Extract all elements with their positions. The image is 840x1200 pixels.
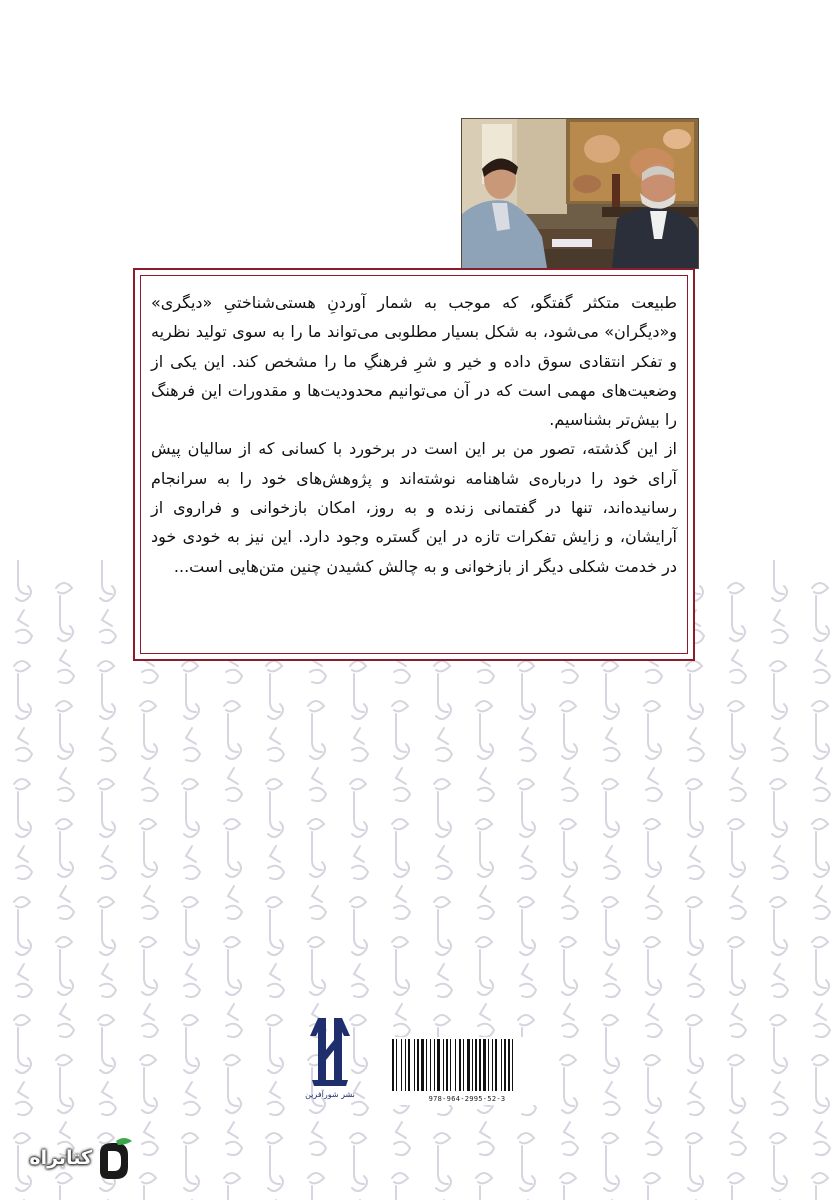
pattern-motif <box>308 819 326 919</box>
pattern-motif <box>224 1173 242 1200</box>
barcode-bar <box>434 1039 435 1091</box>
barcode-bar <box>472 1039 473 1091</box>
ketabrah-watermark <box>14 1135 130 1185</box>
back-cover-text-frame <box>133 268 695 661</box>
pattern-motif <box>686 897 704 997</box>
pattern-motif <box>56 819 74 919</box>
barcode-bar <box>401 1039 402 1091</box>
pattern-motif <box>98 779 116 879</box>
pattern-motif <box>770 897 788 997</box>
barcode-bar <box>455 1039 456 1091</box>
pattern-motif <box>560 701 578 801</box>
pattern-motif <box>560 1173 578 1200</box>
text-paragraph-2: از این گذشته، تصور من بر این است در برخورد با کسانی که از سالیان پیش آرای خود را درباره‌ی شاهنامه نوشته‌اند و پژوهش‌های خود را به سرانجام رسانیده‌اند، تنها در گفتمانی زنده و به روز، امکان بازخوانی و فراروی از آرایشان، و زایش تفکرات تازه در این گستره وجود دارد. این نیز به خودی خود در خدمت شکلی دیگر از بازخوانی و به چالش کشیدن چنین متن‌هایی است... <box>151 439 677 576</box>
publisher-name: نشر شورآفرین <box>305 1090 355 1099</box>
pattern-motif <box>182 779 200 879</box>
pattern-motif <box>644 701 662 801</box>
pattern-motif <box>518 779 536 879</box>
pattern-motif <box>350 897 368 997</box>
barcode-bar <box>437 1039 440 1091</box>
pattern-motif <box>224 1055 242 1155</box>
pattern-motif <box>350 779 368 879</box>
pattern-motif <box>434 661 452 761</box>
pattern-motif <box>182 661 200 761</box>
pattern-motif <box>728 937 746 1037</box>
pattern-motif <box>350 1133 368 1200</box>
barcode-bar <box>450 1039 451 1091</box>
pattern-motif <box>560 819 578 919</box>
pattern-motif <box>644 819 662 919</box>
pattern-motif <box>644 1173 662 1200</box>
pattern-motif <box>266 897 284 997</box>
barcode-bar <box>483 1039 486 1091</box>
barcode-bar <box>479 1039 481 1091</box>
pattern-motif <box>266 779 284 879</box>
barcode-bar <box>443 1039 444 1091</box>
pattern-motif <box>686 1133 704 1200</box>
pattern-motif <box>98 897 116 997</box>
pattern-motif <box>602 779 620 879</box>
pattern-motif <box>602 661 620 761</box>
pattern-motif <box>308 701 326 801</box>
pattern-motif <box>560 937 578 1037</box>
pattern-motif <box>476 701 494 801</box>
barcode-bar <box>488 1039 489 1091</box>
pattern-motif <box>266 1015 284 1115</box>
pattern-motif <box>140 819 158 919</box>
isbn-barcode <box>388 1037 546 1105</box>
pattern-motif <box>602 1133 620 1200</box>
pattern-motif <box>14 779 32 879</box>
pattern-motif <box>770 779 788 879</box>
pattern-motif <box>518 661 536 761</box>
barcode-bar <box>417 1039 419 1091</box>
barcode-bar <box>414 1039 415 1091</box>
pattern-motif <box>140 1173 158 1200</box>
pattern-motif <box>140 1055 158 1155</box>
pattern-motif <box>434 1133 452 1200</box>
pattern-motif <box>182 1133 200 1200</box>
pattern-motif <box>56 583 74 683</box>
interview-photo <box>461 118 699 269</box>
pattern-motif <box>728 701 746 801</box>
pattern-motif <box>644 1055 662 1155</box>
pattern-motif <box>728 1055 746 1155</box>
pattern-motif <box>602 1015 620 1115</box>
pattern-motif <box>224 701 242 801</box>
barcode-bar <box>408 1039 410 1091</box>
pattern-motif <box>56 937 74 1037</box>
pattern-motif <box>14 1015 32 1115</box>
pattern-motif <box>98 661 116 761</box>
pattern-motif <box>476 1173 494 1200</box>
pattern-motif <box>812 701 830 801</box>
ketabrah-watermark-text: کتابراه <box>29 1147 92 1169</box>
pattern-motif <box>224 819 242 919</box>
pattern-motif <box>812 1055 830 1155</box>
pattern-motif <box>644 937 662 1037</box>
pattern-motif <box>686 661 704 761</box>
pattern-motif <box>476 937 494 1037</box>
pattern-motif <box>602 897 620 997</box>
barcode-bar <box>446 1039 448 1091</box>
barcode-bar <box>504 1039 506 1091</box>
pattern-motif <box>14 897 32 997</box>
barcode-bar <box>463 1039 464 1091</box>
pattern-motif <box>392 937 410 1037</box>
pattern-motif <box>98 1015 116 1115</box>
pattern-motif <box>812 937 830 1037</box>
barcode-bar <box>501 1039 502 1091</box>
pattern-motif <box>434 897 452 997</box>
text-paragraph-1: طبیعت متکثر گفتگو، که موجب به شمار آوردنِ هستی‌شناختیِ «دیگری» و«دیگران» می‌شود، به شکل بسیار مطلوبی می‌تواند ما را به سوی تولید نظریه و تفکر انتقادی سوق داده و خیر و شرِ فرهنگِ ما را مشخص کند. این یکی از وضعیت‌های مهمی است که در آن می‌توانیم محدودیت‌ها و مقدورات این فرهنگ را بیش‌تر بشناسیم. <box>151 293 677 430</box>
pattern-motif <box>770 1015 788 1115</box>
barcode-bar <box>475 1039 477 1091</box>
pattern-motif <box>266 1133 284 1200</box>
pattern-motif <box>812 1173 830 1200</box>
pattern-motif <box>434 779 452 879</box>
pattern-motif <box>518 1133 536 1200</box>
barcode-bar <box>430 1039 431 1091</box>
pattern-motif <box>812 583 830 683</box>
pattern-motif <box>182 1015 200 1115</box>
barcode-bar <box>396 1039 397 1091</box>
pattern-motif <box>140 937 158 1037</box>
pattern-motif <box>476 819 494 919</box>
pattern-motif <box>686 1015 704 1115</box>
ketabrah-logo-icon <box>94 1137 134 1183</box>
barcode-bar <box>467 1039 470 1091</box>
pattern-motif <box>182 897 200 997</box>
pattern-motif <box>392 701 410 801</box>
pattern-motif <box>14 560 32 643</box>
barcode-bar <box>459 1039 461 1091</box>
barcode-bar <box>495 1039 497 1091</box>
pattern-motif <box>518 897 536 997</box>
back-cover-text <box>151 288 677 581</box>
pattern-motif <box>728 1173 746 1200</box>
pattern-motif <box>14 661 32 761</box>
pattern-motif <box>308 1173 326 1200</box>
barcode-bar <box>512 1039 513 1091</box>
pattern-motif <box>56 701 74 801</box>
pattern-motif <box>224 937 242 1037</box>
barcode-bar <box>426 1039 427 1091</box>
barcode-bar <box>508 1039 510 1091</box>
pattern-motif <box>350 661 368 761</box>
pattern-motif <box>560 1055 578 1155</box>
pattern-motif <box>770 661 788 761</box>
barcode-bar <box>392 1039 394 1091</box>
pattern-motif <box>728 819 746 919</box>
pattern-motif <box>686 779 704 879</box>
pattern-motif <box>770 1133 788 1200</box>
pattern-motif <box>266 661 284 761</box>
pattern-motif <box>392 819 410 919</box>
pattern-motif <box>140 701 158 801</box>
pattern-motif <box>728 583 746 683</box>
barcode-bar <box>405 1039 406 1091</box>
pattern-motif <box>98 560 116 643</box>
publisher-logo <box>300 1010 360 1110</box>
barcode-bar <box>421 1039 424 1091</box>
barcode-bar <box>492 1039 493 1091</box>
pattern-motif <box>812 819 830 919</box>
isbn-number: 978-964-2995-52-3 <box>428 1095 506 1103</box>
pattern-motif <box>392 1173 410 1200</box>
pattern-motif <box>770 560 788 643</box>
